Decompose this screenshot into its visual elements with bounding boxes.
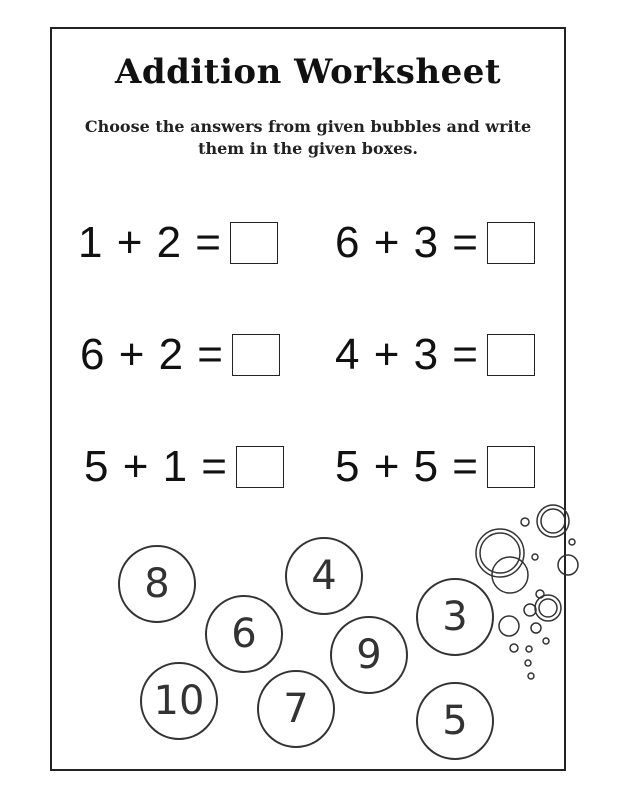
deco-bubble	[528, 673, 534, 679]
answer-bubble: 4	[285, 537, 363, 615]
answer-bubble: 6	[205, 595, 283, 673]
deco-bubble	[536, 590, 544, 598]
deco-bubble	[531, 623, 541, 633]
deco-bubble	[499, 616, 519, 636]
deco-bubble	[539, 599, 557, 617]
answer-bubble: 8	[118, 545, 196, 623]
answer-bubble: 3	[416, 578, 494, 656]
deco-bubble	[525, 660, 531, 666]
problem-expression: 5 + 1 =	[84, 442, 229, 491]
answer-bubble: 9	[330, 616, 408, 694]
deco-bubble	[480, 533, 520, 573]
problem-expression: 6 + 2 =	[80, 330, 225, 379]
deco-bubble	[521, 518, 529, 526]
worksheet-title: Addition Worksheet	[114, 52, 502, 92]
deco-bubble	[543, 638, 549, 644]
deco-bubble	[510, 644, 518, 652]
problem-expression: 1 + 2 =	[78, 218, 223, 267]
deco-bubble	[541, 509, 565, 533]
problem-expression: 5 + 5 =	[335, 442, 480, 491]
deco-bubble	[524, 604, 536, 616]
deco-bubble	[526, 646, 532, 652]
answer-bubble: 5	[416, 682, 494, 760]
problem-expression: 6 + 3 =	[335, 218, 480, 267]
worksheet-instructions: Choose the answers from given bubbles and write them in the given boxes.	[84, 117, 532, 158]
deco-bubble	[532, 554, 538, 560]
deco-bubble	[558, 555, 578, 575]
answer-bubble: 7	[257, 670, 335, 748]
answer-bubble: 10	[140, 662, 218, 740]
deco-bubble	[476, 529, 524, 577]
problem-expression: 4 + 3 =	[335, 330, 480, 379]
deco-bubble	[537, 505, 569, 537]
deco-bubble	[569, 539, 575, 545]
